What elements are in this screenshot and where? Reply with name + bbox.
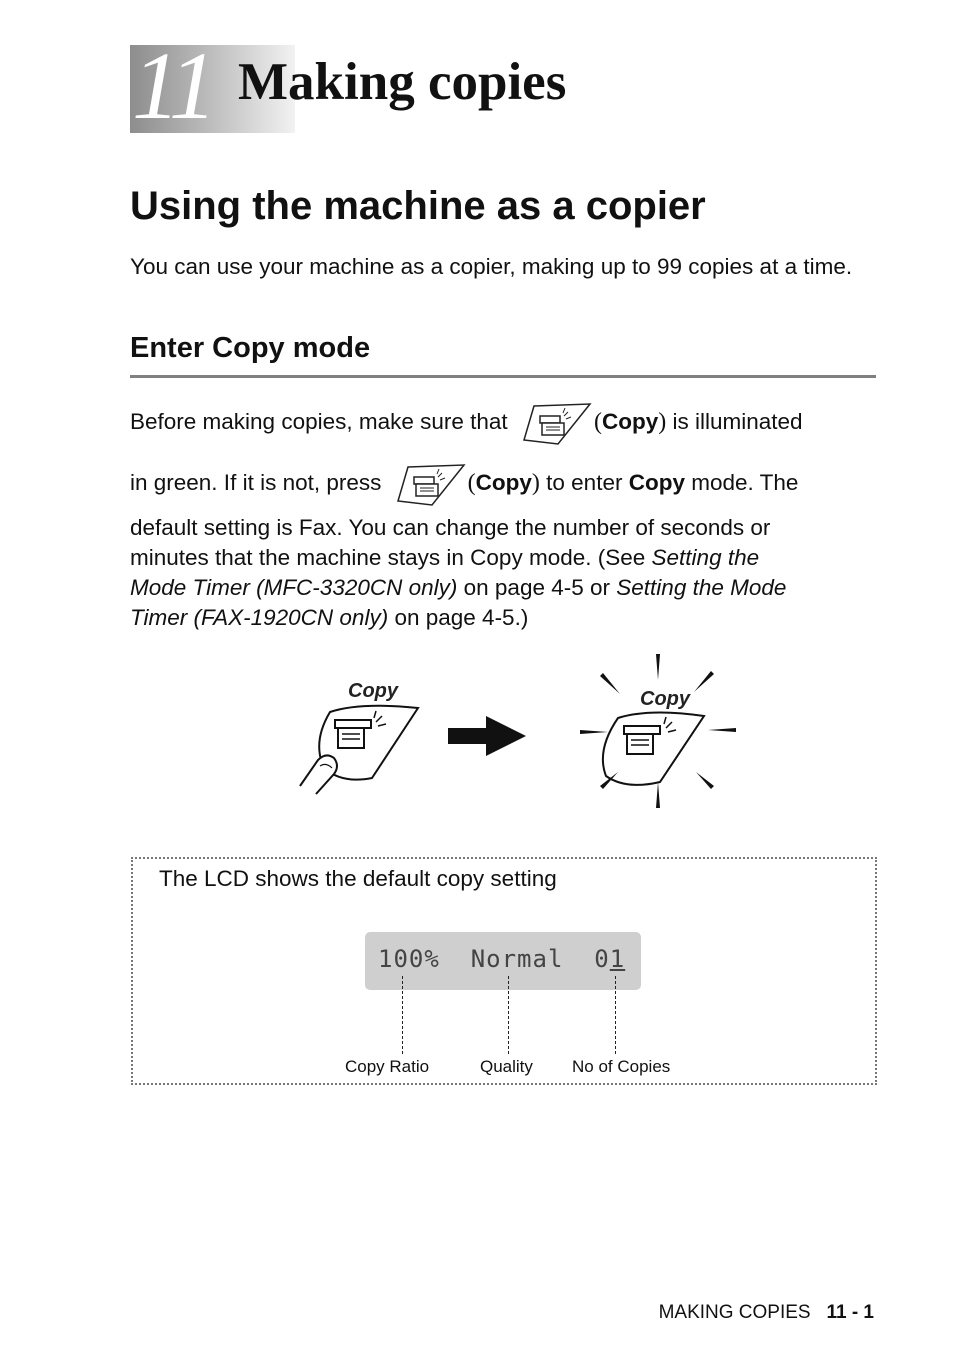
copy-key-label: Copy [475,469,532,495]
copy-mode-bold: Copy [628,469,685,495]
label-quality: Quality [480,1057,533,1076]
chapter-title: Making copies [238,53,567,111]
body-text: on page 4-5.) [394,605,529,630]
leader-line-ratio [402,976,403,1054]
page-footer [659,1302,874,1324]
copy-button-pressed [300,680,418,794]
copy-button-illustration [290,650,750,815]
body-text: Before making copies, make sure that [130,408,508,434]
xref-mode-timer[interactable]: Setting the [651,545,760,570]
copy-key-icon [394,461,466,507]
body-text: in green. If it is not, press [130,469,382,495]
subsection-title: Enter Copy mode [130,332,371,364]
lcd-cursor-digit: 1 [609,945,626,973]
copy-button-lit [580,654,736,808]
footer-section: MAKING COPIES [658,1302,811,1323]
lcd-main-text: 100% Normal 0 [378,945,610,973]
xref-mode-timer[interactable]: Setting the Mode [616,575,787,600]
arrow-right-icon [448,716,526,756]
intro-paragraph: You can use your machine as a copier, making up to 99 copies at a time. [130,254,853,279]
leader-line-quality [508,976,509,1054]
xref-mode-timer[interactable]: Mode Timer (MFC-3320CN only) [130,575,458,600]
label-no-of-copies: No of Copies [572,1057,671,1076]
section-title: Using the machine as a copier [130,184,706,228]
body-line-6 [130,603,528,633]
body-line-3: default setting is Fax. You can change the number of seconds or [130,515,771,540]
body-line-5 [130,573,786,603]
leader-line-copies [615,976,616,1054]
body-text: is illuminated [672,408,803,434]
subsection-rule [130,375,876,378]
body-text: on page 4-5 or [463,575,611,600]
chapter-number: 11 [132,32,213,139]
body-text: minutes that the machine stays in Copy mode. (See [130,545,646,570]
body-line-1: Before making copies, make sure that (Copy) is illuminated [130,400,803,446]
page-number: 11 - 1 [826,1302,874,1323]
copy-button-label: Copy [640,688,690,710]
body-text: to enter [546,469,623,495]
lcd-display-text [378,945,625,973]
copy-key-label: Copy [601,408,659,434]
body-line-4 [130,543,759,573]
label-copy-ratio: Copy Ratio [345,1057,430,1076]
xref-mode-timer[interactable]: Timer (FAX-1920CN only) [130,605,389,630]
lcd-caption: The LCD shows the default copy setting [159,866,557,891]
body-text: mode. The [691,469,799,495]
copy-button-label: Copy [348,680,398,702]
body-line-2: in green. If it is not, press (Copy) to enter Copy mode. The [130,461,798,507]
copy-key-icon [520,400,592,446]
